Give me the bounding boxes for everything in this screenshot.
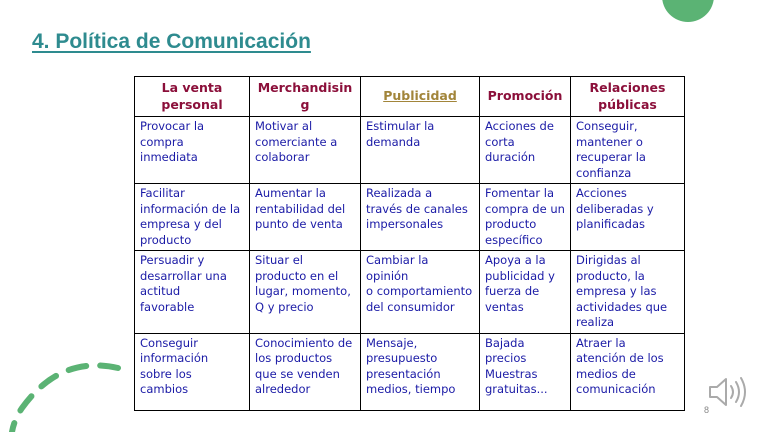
cell-text-line: Conseguir: [140, 335, 198, 350]
cell-text-line: Conocimiento de: [255, 335, 353, 350]
cell-text-line: actitud: [140, 284, 181, 298]
cell-text-line: los productos: [255, 351, 333, 365]
table-cell-relaciones-publicas: [571, 117, 685, 184]
table-cell-merchandising: [250, 184, 361, 251]
cell-text-line: planificadas: [576, 217, 645, 231]
table-row: [135, 251, 685, 334]
cell-text-line: Atraer la: [576, 335, 626, 350]
cell-text-line: realiza: [576, 315, 615, 329]
table-row: [135, 184, 685, 251]
cell-text-line: Mensaje,: [366, 335, 418, 350]
cell-text-line: cambios: [140, 382, 189, 396]
cell-text-line: recuperar la: [576, 150, 646, 164]
cell-text-line: impersonales: [366, 217, 444, 231]
cell-text-line: desarrollar una: [140, 268, 227, 283]
communication-policy-table: [134, 76, 685, 411]
table-cell-publicidad: [361, 251, 480, 334]
cell-text-line: Dirigidas al: [576, 253, 641, 267]
page-number: 8: [704, 405, 710, 415]
cell-text-line: favorable: [140, 299, 195, 314]
table-cell-promocion: [480, 333, 571, 410]
cell-text-line: alrededor: [255, 382, 311, 396]
cell-text-line: empresa y las: [576, 284, 657, 298]
cell-text-line: Realizada a: [366, 186, 433, 200]
table-cell-venta-personal: [135, 184, 250, 251]
cell-text-line: colaborar: [255, 150, 310, 164]
table-cell-relaciones-publicas: [571, 251, 685, 334]
cell-text-line: presentación: [366, 366, 441, 381]
cell-text-line: compra de un: [485, 201, 565, 216]
header-venta-personal: La venta personal: [135, 77, 250, 117]
cell-text-line: rentabilidad del: [255, 201, 346, 216]
cell-text-line: lugar, momento,: [255, 284, 351, 298]
table-cell-venta-personal: [135, 117, 250, 184]
cell-text-line: Facilitar: [140, 186, 185, 200]
cell-text-line: Fomentar la: [485, 186, 554, 200]
cell-text-line: confianza: [576, 165, 632, 180]
cell-text-line: mantener o: [576, 134, 643, 149]
cell-text-line: corta: [485, 134, 515, 149]
table-cell-venta-personal: [135, 251, 250, 334]
cell-text-line: Motivar al: [255, 119, 313, 133]
cell-text-line: Conseguir,: [576, 119, 638, 133]
cell-text-line: fuerza de: [485, 284, 540, 298]
table-cell-merchandising: [250, 117, 361, 184]
cell-text-line: atención de los: [576, 351, 664, 365]
cell-text-line: través de canales: [366, 201, 468, 216]
table-cell-venta-personal: [135, 333, 250, 410]
cell-text-line: Persuadir y: [140, 253, 205, 267]
table-cell-promocion: [480, 117, 571, 184]
cell-text-line: Apoya a la: [485, 253, 546, 267]
cell-text-line: comunicación: [576, 382, 656, 396]
cell-text-line: Provocar la: [140, 119, 205, 133]
cell-text-line: actividades que: [576, 299, 668, 314]
cell-text-line: duración: [485, 150, 536, 164]
header-relaciones-publicas: Relaciones públicas: [571, 77, 685, 117]
table-row: [135, 117, 685, 184]
table-cell-publicidad: [361, 117, 480, 184]
cell-text-line: Cambiar la opinión: [366, 253, 429, 283]
cell-text-line: comerciante a: [255, 134, 338, 149]
cell-text-line: Situar el: [255, 253, 303, 267]
header-publicidad-link[interactable]: Publicidad: [361, 77, 480, 117]
cell-text-line: Acciones de: [485, 119, 554, 133]
table-cell-publicidad: [361, 333, 480, 410]
table-header-row: [135, 77, 685, 117]
table-cell-promocion: [480, 251, 571, 334]
cell-text-line: Q y precio: [255, 299, 314, 314]
table-cell-relaciones-publicas: [571, 184, 685, 251]
cell-text-line: punto de venta: [255, 217, 343, 231]
cell-text-line: empresa y del: [140, 217, 222, 231]
table-cell-merchandising: [250, 333, 361, 410]
cell-text-line: Muestras: [485, 366, 538, 381]
cell-text-line: del consumidor: [366, 299, 455, 314]
decorative-circle: [662, 0, 714, 22]
cell-text-line: Acciones: [576, 186, 627, 200]
table-cell-merchandising: [250, 251, 361, 334]
cell-text-line: precios: [485, 351, 527, 365]
cell-text-line: Estimular la: [366, 119, 435, 133]
header-promocion: Promoción: [480, 77, 571, 117]
cell-text-line: específico: [485, 232, 543, 247]
cell-text-line: presupuesto: [366, 351, 438, 365]
cell-text-line: compra: [140, 134, 184, 149]
cell-text-line: demanda: [366, 134, 421, 149]
cell-text-line: medios de: [576, 366, 636, 381]
cell-text-line: inmediata: [140, 150, 198, 164]
cell-text-line: producto: [140, 232, 192, 247]
cell-text-line: que se venden: [255, 366, 340, 381]
cell-text-line: Bajada: [485, 335, 525, 350]
cell-text-line: producto, la: [576, 268, 645, 283]
cell-text-line: medios, tiempo: [366, 382, 456, 396]
slide-title: 4. Política de Comunicación: [32, 30, 311, 53]
cell-text-line: ventas: [485, 299, 524, 314]
cell-text-line: gratuitas...: [485, 382, 548, 396]
header-merchandising: Merchandising: [250, 77, 361, 117]
table-cell-relaciones-publicas: [571, 333, 685, 410]
table-cell-publicidad: [361, 184, 480, 251]
decorative-dashed-arc: [0, 350, 130, 432]
cell-text-line: deliberadas y: [576, 201, 654, 216]
cell-text-line: información: [140, 351, 209, 365]
cell-text-line: producto en el: [255, 268, 339, 283]
speaker-icon[interactable]: [706, 375, 752, 409]
cell-text-line: información de la: [140, 201, 241, 216]
cell-text-line: producto: [485, 217, 537, 231]
cell-text-line: Aumentar la: [255, 186, 326, 200]
cell-text-line: publicidad y: [485, 268, 555, 283]
cell-text-line: o comportamiento: [366, 284, 473, 298]
table-row: [135, 333, 685, 410]
cell-text-line: sobre los: [140, 366, 192, 381]
table-cell-promocion: [480, 184, 571, 251]
